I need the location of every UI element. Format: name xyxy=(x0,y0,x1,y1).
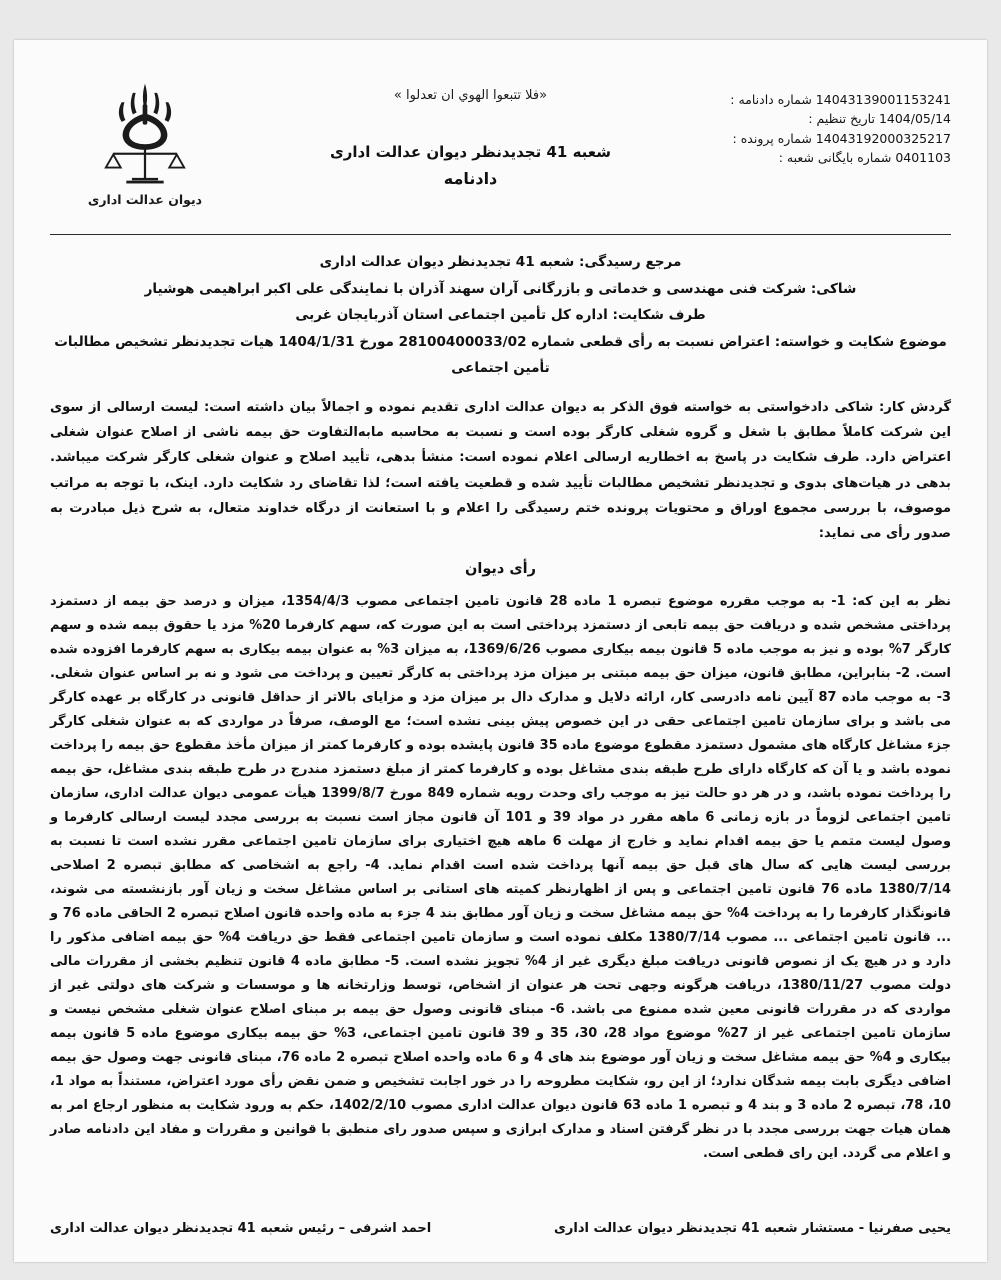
meta-row xyxy=(701,148,951,167)
signature-advisor: یحیی صفرنیا - مستشار شعبه 41 تجدیدنظر دیوان عدالت اداری xyxy=(553,1221,951,1236)
document-meta-block xyxy=(701,74,951,168)
field-mozoo-shekayat xyxy=(54,329,947,382)
branch-line: شعبه 41 تجدیدنظر دیوان عدالت اداری xyxy=(329,143,612,161)
meta-label: تاریخ تنظیم : xyxy=(808,111,875,127)
signature-judge: احمد اشرفی – رئیس شعبه 41 تجدیدنظر دیوان عدالت اداری xyxy=(50,1221,432,1236)
meta-label: شماره بایگانی شعبه : xyxy=(778,150,892,166)
meta-value: 14043139001153241 xyxy=(815,92,951,107)
emblem-block xyxy=(50,74,240,207)
meta-label: شماره پرونده : xyxy=(732,130,812,146)
meta-value: 14043192000325217 xyxy=(815,130,951,146)
document-type-title: دادنامه xyxy=(443,169,498,188)
field-label: موضوع شکایت و خواسته: xyxy=(774,333,947,350)
field-value: شرکت فنی مهندسی و خدماتی و بازرگانی آران سهند آذران با نمایندگی علی اکبر ابراهیمی هوشیار xyxy=(144,280,807,297)
ruling-title: رأی دیوان xyxy=(465,560,536,577)
meta-row xyxy=(701,109,951,128)
ruling-section xyxy=(50,561,951,1166)
basmala-text: «فلا تتبعوا الهوي ان تعدلوا » xyxy=(393,88,548,103)
iran-emblem-icon xyxy=(89,78,201,190)
emblem-caption: دیوان عدالت اداری xyxy=(87,192,203,207)
meta-row xyxy=(701,129,951,148)
document-sheet xyxy=(14,40,987,1262)
field-value: اداره کل تأمین اجتماعی استان آذربایجان غربی xyxy=(295,307,608,323)
document-header xyxy=(50,74,951,224)
gardesh-kar-section xyxy=(50,395,951,547)
field-shaki xyxy=(54,276,947,303)
header-center xyxy=(240,74,701,188)
field-value: شعبه 41 تجدیدنظر دیوان عدالت اداری xyxy=(319,254,575,270)
gardesh-kar-text: گردش کار: شاکی دادخواستی به خواسته فوق الذکر به دیوان عدالت اداری تقدیم نموده و اجمالاً بیان داشته است: لیست ارسالی از سوی این شرکت کاملاً مطابق با شغل و گروه شغلی کارگر بوده است و نسبت به محاسبه مابه‌التفاوت حق بیمه ناشی از اصلاح عنوان شغلی اعتراض دارد. طرف شکایت در پاسخ به اخطاریه ارسالی اعلام نموده است: منشأ بدهی، تأیید اصلاح و عنوان شغلی کارگر شرکت میباشد. بدهی در هیات‌های بدوی و تجدیدنظر تشخیص مطالبات تأیید شده و قطعیت یافته است؛ لذا تقاضای رد شکایت دارد. اینک، با توجه به مراتب موصوف، با بررسی مجموع اوراق و محتویات پرونده ختم رسیدگی را اعلام و با استعانت از درگاه خداوند متعال، به شرح ذیل مبادرت به صدور رأی می نماید: xyxy=(50,399,951,542)
meta-value: 0401103 xyxy=(895,150,951,166)
meta-row xyxy=(701,90,951,109)
field-value: اعتراض نسبت به رأی قطعی شماره 28100400033/02 مورخ 1404/1/31 هیات تجدیدنظر تشخیص مطالبات تأمین اجتماعی xyxy=(54,333,771,376)
field-marja-rasidegi xyxy=(54,249,947,276)
meta-label: شماره دادنامه : xyxy=(730,92,812,107)
field-label: شاکی: xyxy=(810,280,857,297)
header-divider xyxy=(50,234,951,235)
signature-block xyxy=(50,1221,951,1236)
ruling-text: نظر به این که: 1- به موجب مقرره موضوع تبصره 1 ماده 28 قانون تامین اجتماعی مصوب 1354/4/3، میزان و درصد حق بیمه از دستمزد پرداختی مشخص شده و دریافت حق بیمه تابعی از دستمزد پرداختی است به این صورت که، سهم کارفرما 20% مزد یا حقوق بیمه شده و سهم کارگر 7% بوده و نیز به موجب ماده 5 قانون بیمه بیکاری مصوب 1369/6/26، به میزان 3% به عنوان بیمه بیکاری به سهم کارفرما افزوده شده است. 2- بنابراین، مطابق قانون، میزان حق بیمه مبتنی بر میزان مزد پرداختی به کارگر تعیین و پرداخت می شود و نه بر اساس عنوان شغلی. 3- به موجب ماده 87 آیین نامه دادرسی کار، ارائه دلایل و مدارک دال بر میزان مزد و مزایای بالاتر از حداقل قانونی در کارگاه بر عهده کارگر می باشد و برای سازمان تامین اجتماعی حقی در این خصوص پیش بینی نشده است؛ مع الوصف، صرفاً در مواردی که به عنوان شغلی کارگر جزء مشاغل کارگاه های مشمول دستمزد مقطوع موضوع ماده 35 قانون پایشده بوده و کارفرما کمتر از میزان مأخذ مقطوع حق بیمه را پرداخت نموده باشد و یا آن که کارگاه دارای طرح طبقه بندی مشاغل بوده و کارفرما کمتر از مبلغ دستمزد مندرج در طرح طبقه بندی مشاغل، حق بیمه را پرداخت نموده باشد، و در هر دو حالت نیز به موجب رای وحدت رویه شماره 849 مورخ 1399/8/7 هیأت عمومی دیوان عدالت اداری، سازمان تامین اجتماعی لزوماً در بازه زمانی 6 ماهه مقرر در مواد 39 و 101 آن قانون مجاز است نسبت به بررسی مجدد لیست ارسالی کارفرما و وصول لیست متمم یا حق بیمه اقدام نماید و خارج از مهلت 6 ماهه هیچ اختیاری برای سازمان تامین اجتماعی مقرر نشده است تا نسبت به بررسی لیست هایی که سال های قبل حق بیمه آنها پرداخت شده است اقدام نماید. 4- راجع به اشخاصی که مطابق تبصره 2 اصلاحی 1380/7/14 ماده 76 قانون تامین اجتماعی و پس از اظهارنظر کمیته های استانی بر اساس مشاغل سخت و زیان آور بازنشسته می شوند، قانونگذار کارفرما را به پرداخت 4% حق بیمه مشاغل سخت و زیان آور مطابق بند 4 جزء به ماده واحده قانون اصلاح تبصره 2 الحاقی ماده 76 و ... قانون تامین اجتماعی ... مصوب 1380/7/14 مکلف نموده است و سازمان تامین اجتماعی فقط حق دریافت 4% حق بیمه اضافی مذکور را دارد و در هیچ یک از نصوص قانونی دریافت مبلغ دیگری غیر از 4% تجویز نشده است. 5- مطابق ماده 4 قانون تنظیم بخشی از مقررات مالی دولت مصوب 1380/11/27، دریافت هرگونه وجهی تحت هر عنوان از اشخاص، توسط وزارتخانه ها و موسسات و شرکت های دولتی غیر از مواردی که در مقررات قانونی معین شده ممنوع می باشد. 6- مبنای قانونی وصول حق بیمه بر مبنای اصلاح عنوان شغلی مشخص نیست و سازمان تامین اجتماعی غیر از 27% موضوع مواد 28، 30، 35 و 39 قانون تامین اجتماعی، 3% حق بیمه بیکاری موضوع ماده 5 قانون بیمه بیکاری و 4% حق بیمه مشاغل سخت و زیان آور موضوع بند های 4 و 6 ماده واحده اصلاح تبصره 2 ماده 76، مبنای قانونی جهت وصول حق بیمه اضافی دیگری بابت بیمه شدگان ندارد؛ از این رو، شکایت مطروحه را در خور اجابت تشخیص و ضمن نقض رأی مورد اعتراض، مستنداً به مواد 1، 10، 78، تبصره 2 ماده 3 و بند 4 و تبصره 1 ماده 63 قانون دیوان عدالت اداری مصوب 1402/2/10، حکم به ورود شکایت به منظور ارجاع امر به همان هیات جهت بررسی مجدد با در نظر گرفتن اسناد و مدارک ابرازی و سپس صدور رای منطبق با قوانین و مقررات و مفاد این دادنامه صادر و اعلام می گردد. این رای قطعی است. xyxy=(50,593,952,1161)
field-label: طرف شکایت: xyxy=(612,307,706,323)
meta-value: 1404/05/14 xyxy=(878,111,951,127)
field-label: مرجع رسیدگی: xyxy=(579,254,682,270)
field-taraf-shekayat xyxy=(54,302,947,329)
case-fields xyxy=(50,249,951,382)
